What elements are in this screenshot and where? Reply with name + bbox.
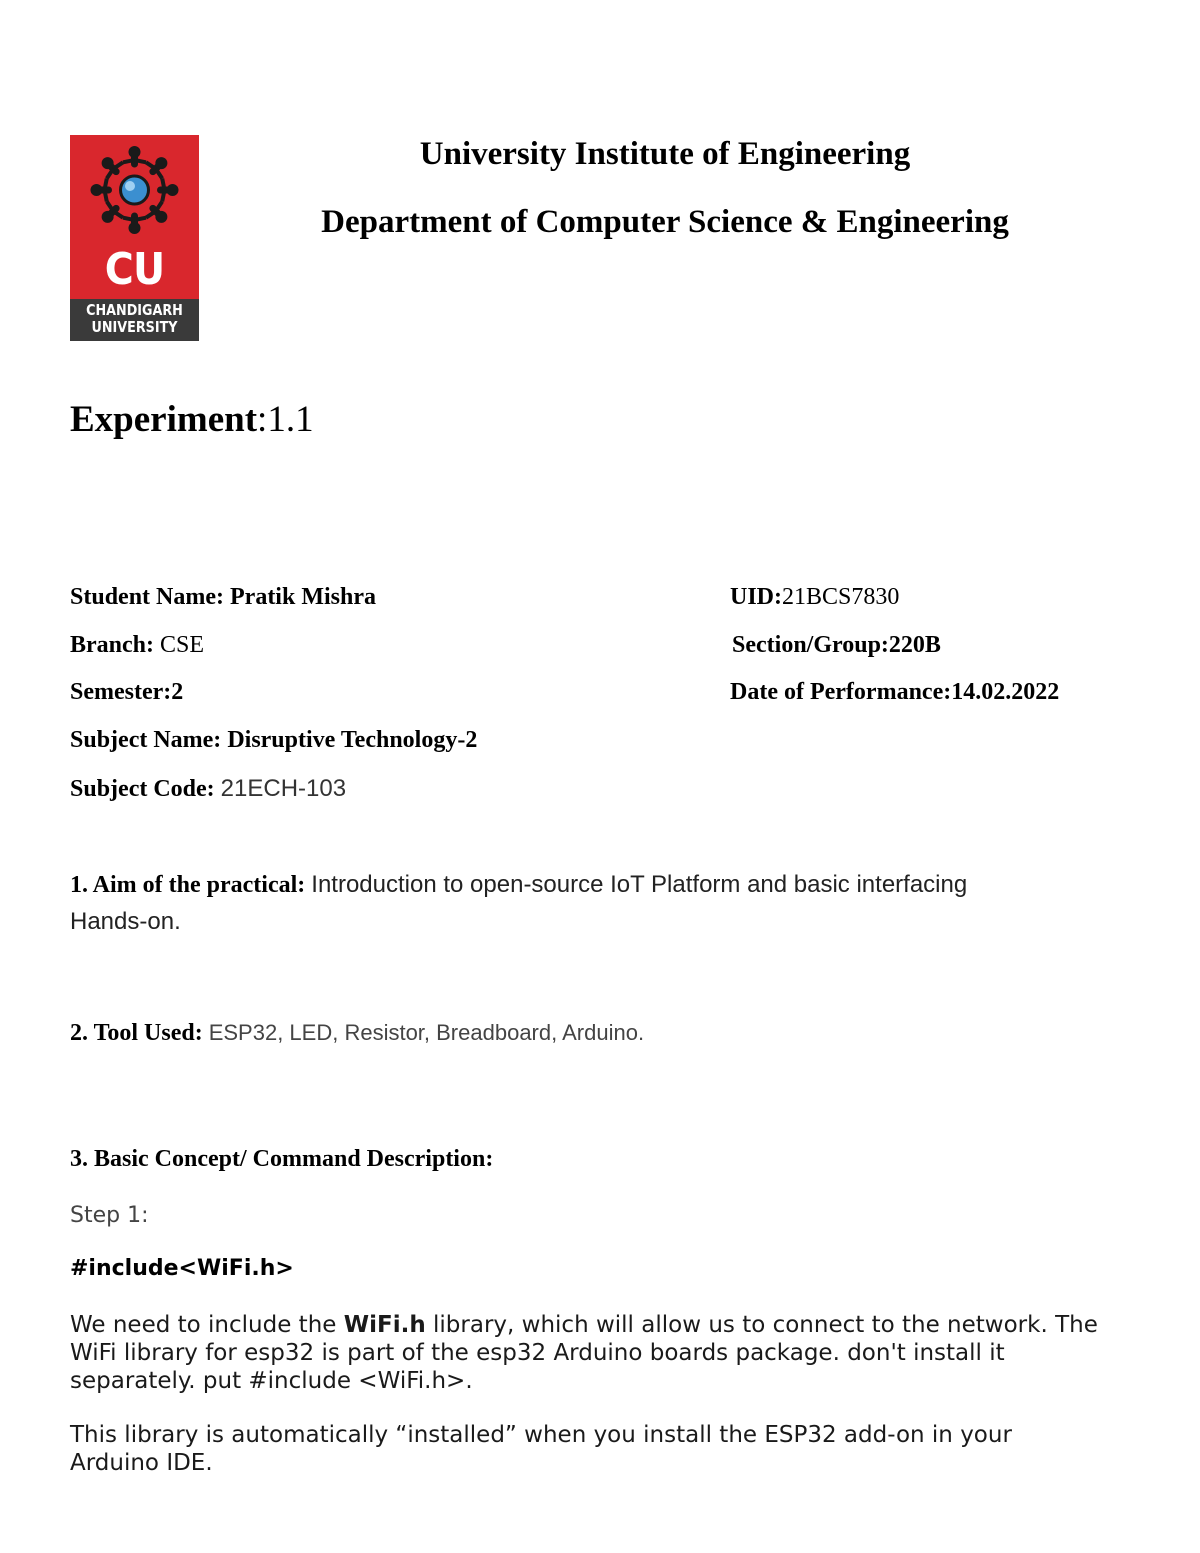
date-label: Date of Performance:	[730, 679, 952, 705]
uid-label: UID:	[730, 584, 782, 610]
wifi-paragraph-line2: WiFi library for esp32 is part of the esp32 Arduino boards package. don't install it	[70, 1340, 1005, 1366]
aim-row	[70, 871, 967, 899]
aim-text: Introduction to open-source IoT Platform and basic interfacing	[311, 871, 968, 898]
date-row	[730, 679, 1059, 706]
branch-value: CSE	[160, 632, 205, 658]
uid-value: 21BCS7830	[782, 584, 900, 610]
branch-label: Branch:	[70, 632, 160, 658]
institute-title: University Institute of Engineering	[419, 136, 911, 172]
subject-code-value: 21ECH-103	[220, 775, 347, 802]
department-title: Department of Computer Science & Engineering	[321, 204, 1009, 240]
logo-mark: CU	[104, 244, 165, 295]
section-row	[732, 632, 941, 659]
include-code: #include<WiFi.h>	[70, 1256, 294, 1281]
aim-text-cont: Hands-on.	[70, 908, 181, 935]
logo-band	[70, 299, 199, 341]
wifi-paragraph-line1	[70, 1311, 1140, 1339]
subject-code-label: Subject Code:	[70, 776, 221, 802]
subject-name-row	[70, 727, 477, 754]
student-name-label: Student Name:	[70, 584, 230, 610]
experiment-heading	[70, 398, 314, 441]
subject-name-value: Disruptive Technology-2	[227, 727, 478, 753]
concept-heading: 3. Basic Concept/ Command Description:	[70, 1146, 494, 1172]
logo-line1: CHANDIGARH	[86, 301, 183, 319]
semester-row	[70, 679, 183, 706]
logo-line2: UNIVERSITY	[91, 318, 178, 336]
student-name-value: Pratik Mishra	[230, 584, 376, 610]
experiment-label: Experiment	[70, 399, 258, 440]
wifi-paragraph-line3: separately. put #include <WiFi.h>.	[70, 1368, 473, 1394]
section-value: 220B	[888, 632, 941, 658]
library-paragraph-line2: Arduino IDE.	[70, 1450, 213, 1476]
wifi-paragraph	[70, 1311, 1140, 1395]
semester-value: 2	[171, 679, 184, 705]
step-label: Step 1:	[70, 1203, 149, 1228]
experiment-number: 1.1	[267, 399, 314, 440]
experiment-sep: :	[257, 399, 268, 440]
subject-code-row	[70, 775, 346, 803]
uid-row	[730, 584, 899, 611]
wifi-library-name: WiFi.h	[343, 1312, 426, 1338]
date-value: 14.02.2022	[951, 679, 1060, 705]
wifi-paragraph-post: library, which will allow us to connect to the network. The	[425, 1312, 1098, 1338]
section-label: Section/Group:	[732, 632, 889, 658]
library-paragraph-line1: This library is automatically “installed” when you install the ESP32 add-on in your	[70, 1422, 1012, 1448]
student-name-row	[70, 584, 376, 611]
semester-label: Semester:	[70, 679, 172, 705]
branch-row	[70, 632, 204, 659]
library-paragraph	[70, 1421, 1140, 1477]
tools-value: ESP32, LED, Resistor, Breadboard, Arduino.	[208, 1020, 645, 1045]
tools-row	[70, 1020, 644, 1047]
aim-label: 1. Aim of the practical:	[70, 872, 312, 898]
subject-name-label: Subject Name:	[70, 727, 228, 753]
wifi-paragraph-pre: We need to include the	[70, 1312, 344, 1338]
tools-label: 2. Tool Used:	[70, 1020, 209, 1046]
